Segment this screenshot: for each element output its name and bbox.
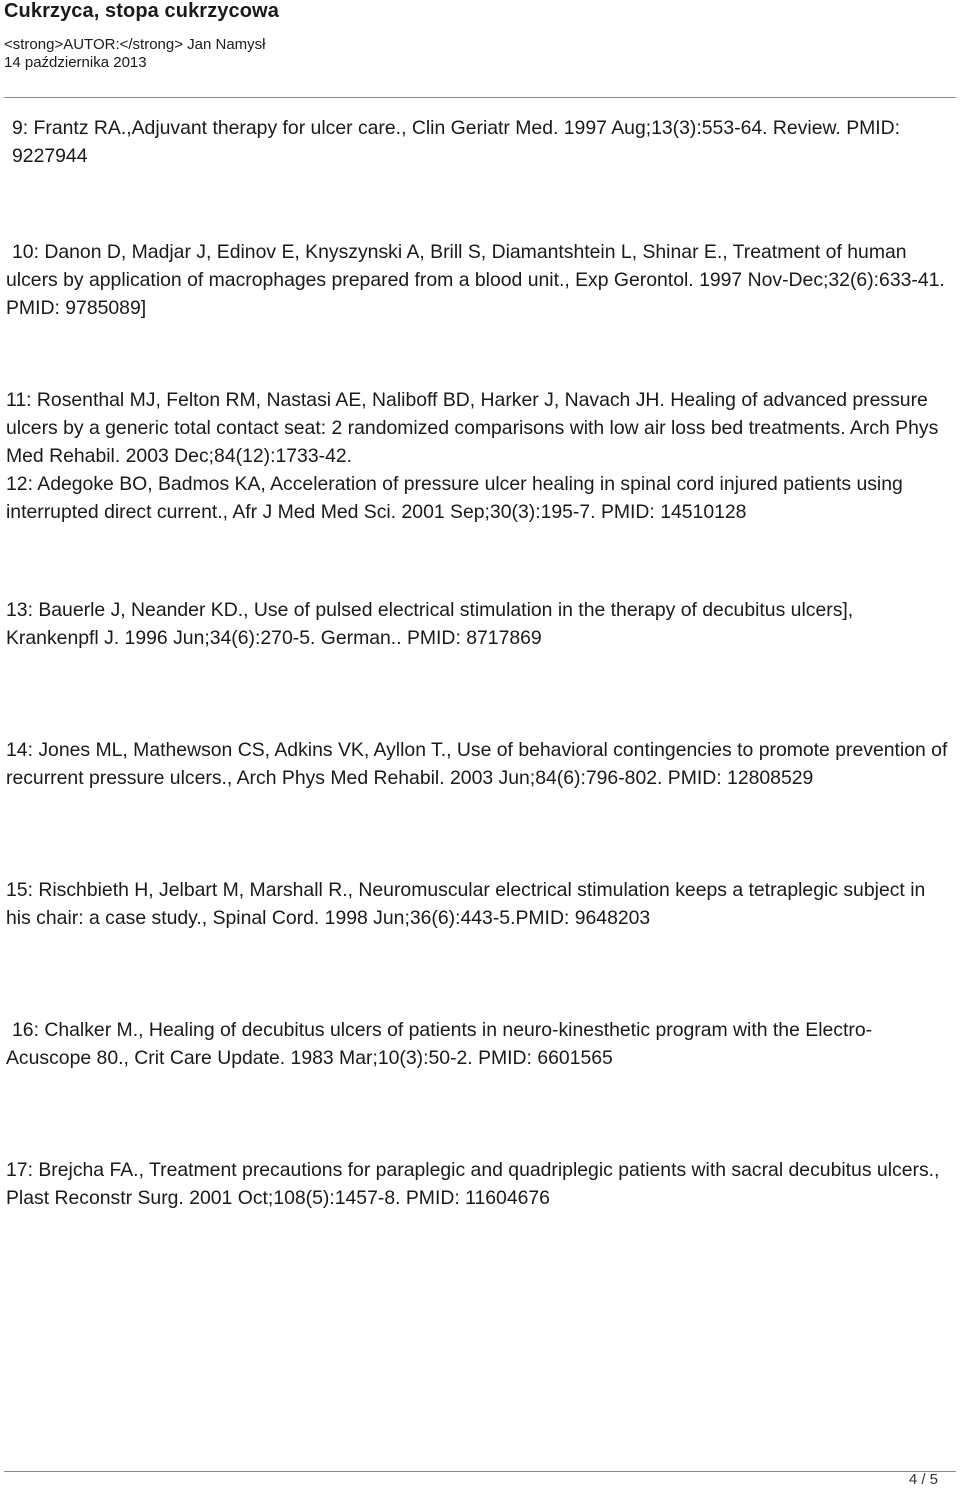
reference-15: 15: Rischbieth H, Jelbart M, Marshall R., Neuromuscular electrical stimulation keeps a tetraplegic subject in his chair: a case study., Spinal Cord. 1998 Jun;36(6):443-5.PMID: 9648203 — [6, 879, 926, 929]
reference-17: 17: Brejcha FA., Treatment precautions for paraplegic and quadriplegic patients with sacral decubitus ulcers., Plast Reconstr Surg. 2001 Oct;108(5):1457-8. PMID: 11604676 — [6, 1159, 940, 1209]
document-header — [4, 0, 956, 72]
reference-13: 13: Bauerle J, Neander KD., Use of pulsed electrical stimulation in the therapy of decubitus ulcers], Krankenpfl J. 1996 Jun;34(6):270-5. German.. PMID: 8717869 — [6, 599, 854, 649]
reference-list — [6, 114, 950, 1212]
reference-16: 16: Chalker M., Healing of decubitus ulcers of patients in neuro-kinesthetic program with the Electro-Acuscope 80., Crit Care Update. 1983 Mar;10(3):50-2. PMID: 6601565 — [6, 1019, 873, 1069]
author-line: <strong>AUTOR:</strong> Jan Namysł — [4, 36, 266, 53]
reference-9: 9: Frantz RA.,Adjuvant therapy for ulcer care., Clin Geriatr Med. 1997 Aug;13(3):553-64. Review. PMID: 9227944 — [12, 117, 901, 167]
reference-12: 12: Adegoke BO, Badmos KA, Acceleration of pressure ulcer healing in spinal cord injured patients using interrupted direct current., Afr J Med Med Sci. 2001 Sep;30(3):195-7. PMID: 14510128 — [6, 473, 903, 523]
reference-10: 10: Danon D, Madjar J, Edinov E, Knyszynski A, Brill S, Diamantshtein L, Shinar E., Treatment of human ulcers by application of macrophages prepared from a blood unit., Exp Gerontol. 1997 Nov-Dec;32(6):633-41. PMID: 9785089] — [6, 241, 945, 319]
footer-divider — [4, 1471, 956, 1472]
reference-14: 14: Jones ML, Mathewson CS, Adkins VK, Ayllon T., Use of behavioral contingencies to promote prevention of recurrent pressure ulcers., Arch Phys Med Rehabil. 2003 Jun;84(6):796-802. PMID: 12808529 — [6, 739, 948, 789]
header-divider — [4, 97, 956, 98]
publication-date: 14 października 2013 — [4, 54, 147, 71]
page-number: 4 / 5 — [908, 1471, 938, 1488]
reference-11: 11: Rosenthal MJ, Felton RM, Nastasi AE, Naliboff BD, Harker J, Navach JH. Healing of advanced pressure ulcers by a generic total contact seat: 2 randomized comparisons with low air loss bed treatments. Arch Phys Med Rehabil. 2003 Dec;84(12):1733-42. — [6, 389, 939, 467]
document-title: Cukrzyca, stopa cukrzycowa — [4, 0, 279, 22]
